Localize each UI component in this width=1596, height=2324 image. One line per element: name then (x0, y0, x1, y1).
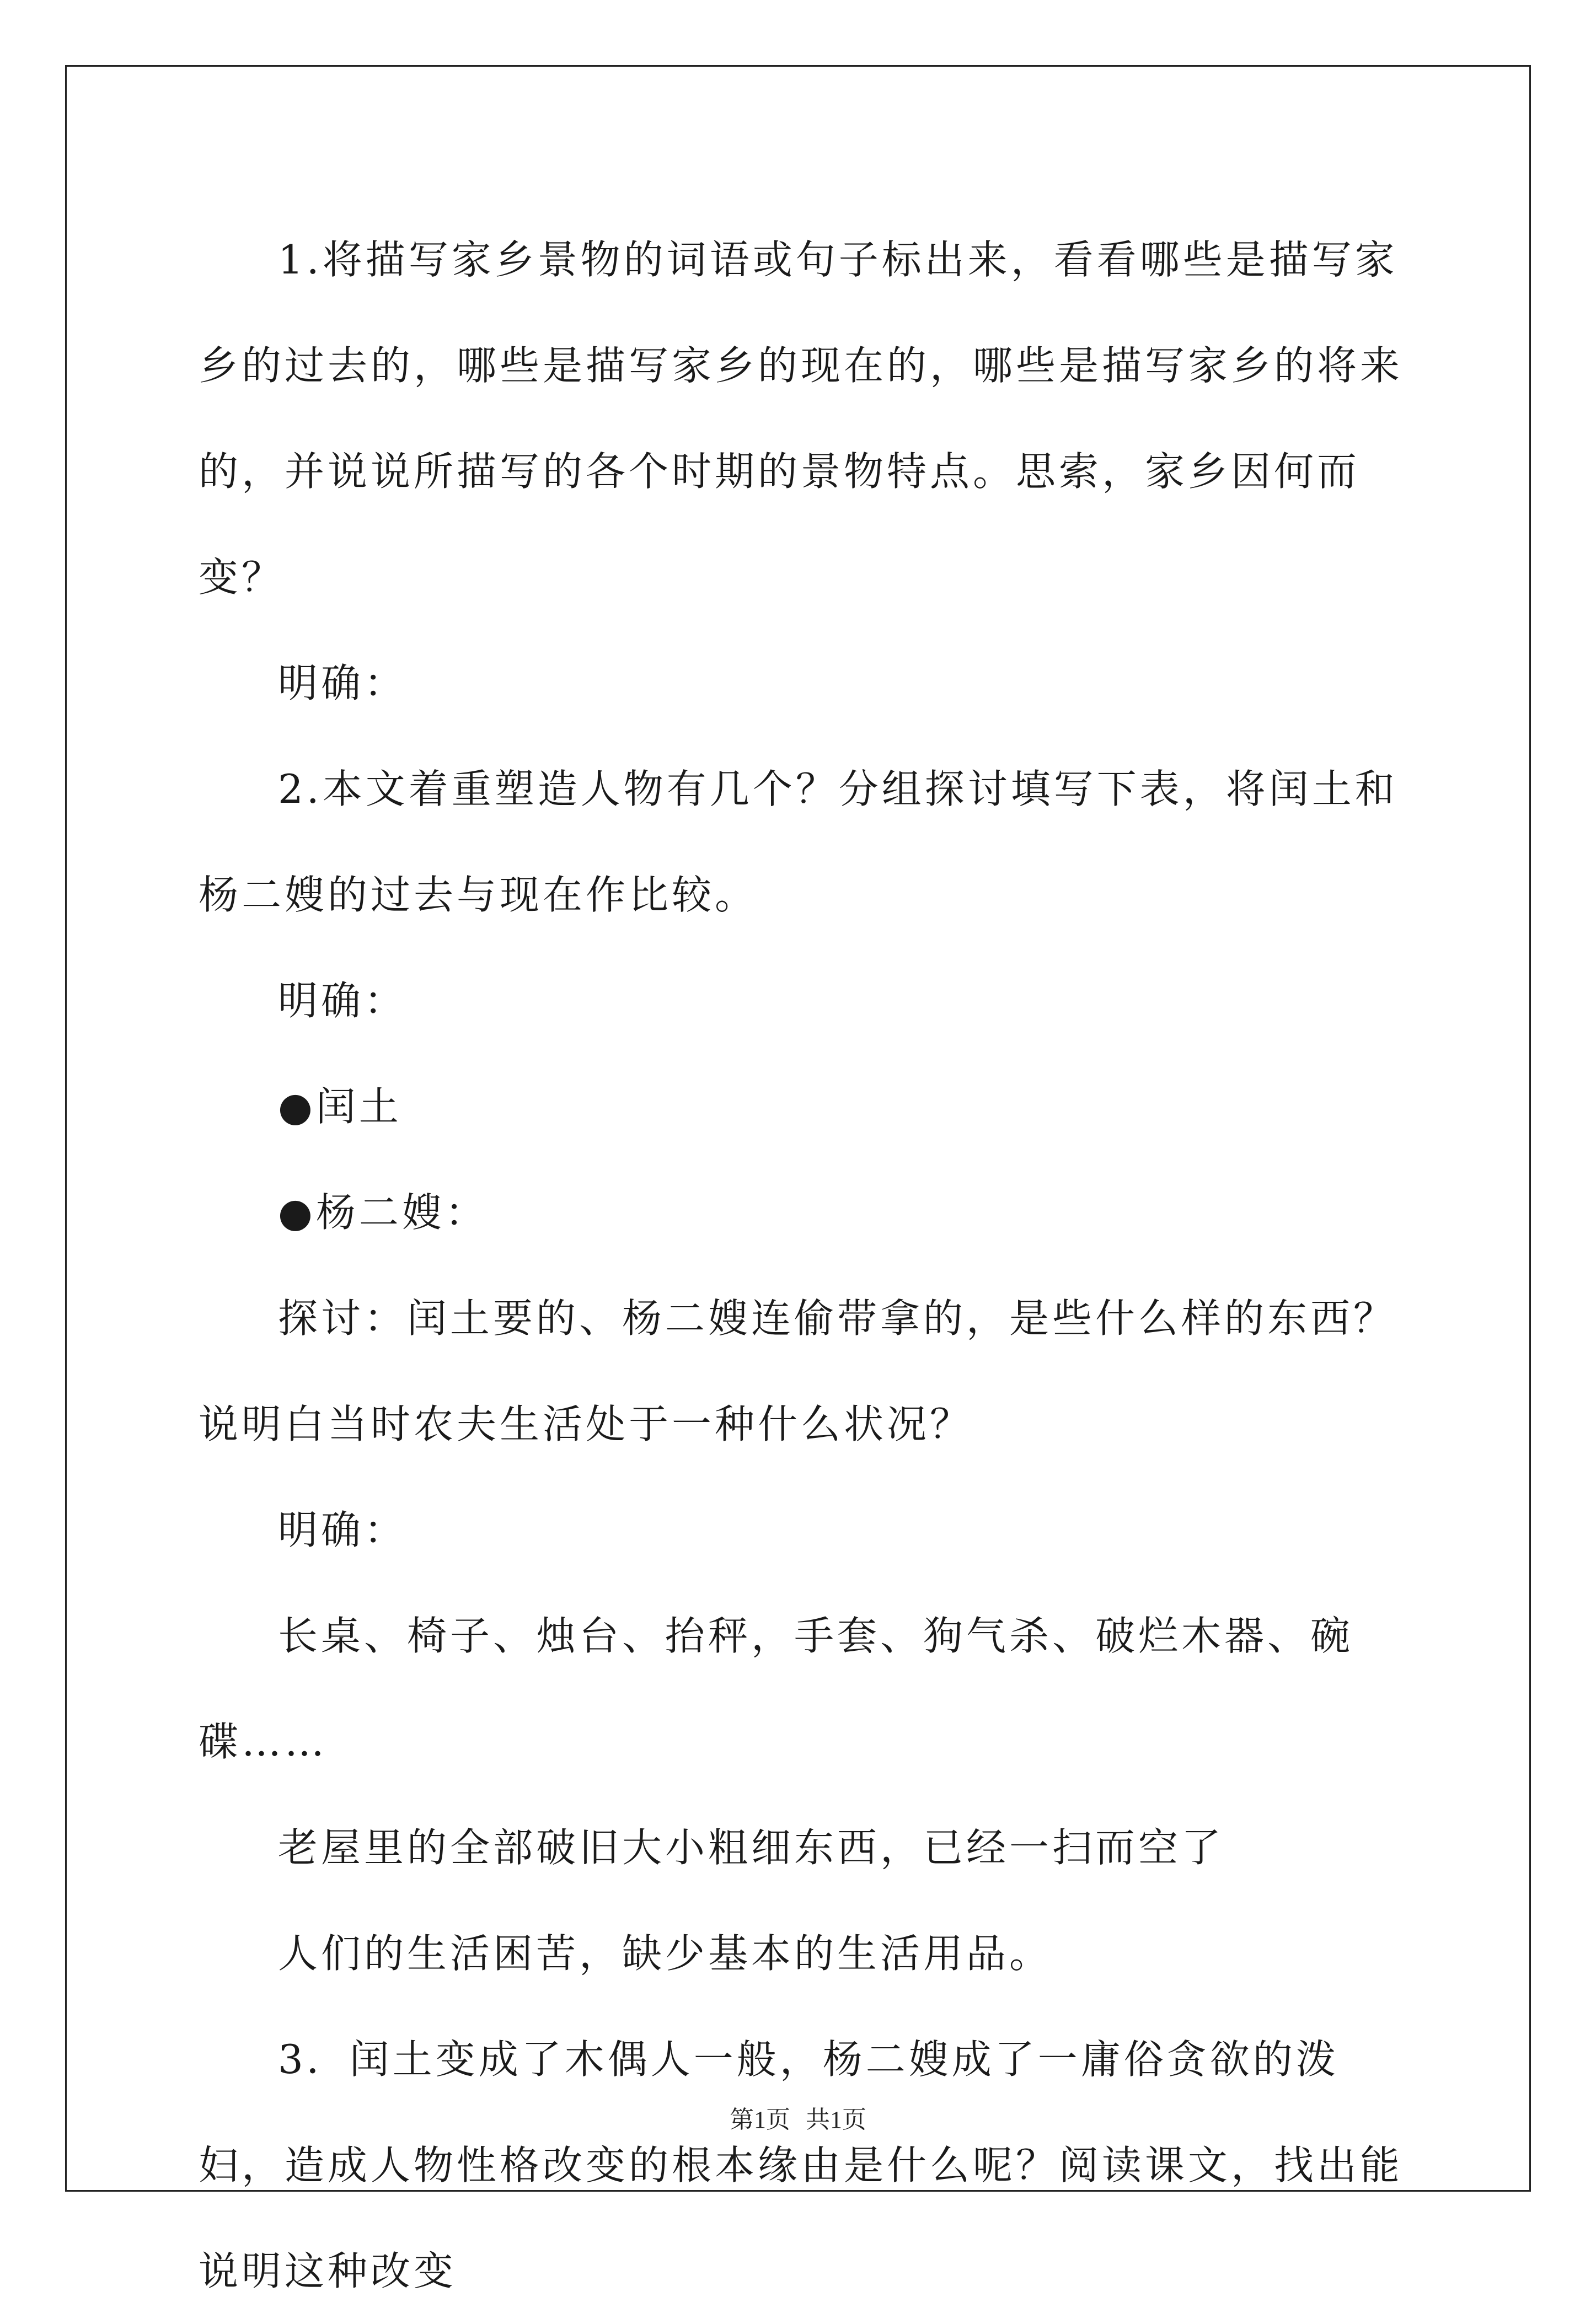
bullet-runtu: ●闰土 (278, 1083, 402, 1130)
page-number-current: 第1页 (730, 2106, 790, 2133)
paragraph-answer-2: 明确： (278, 978, 408, 1024)
paragraph-q3: 3．闰土变成了木偶人一般，杨二嫂成了一庸俗贪欲的泼妇，造成人物性格改变的根本缘由是什么呢？阅读课文，找出能说明这种改变 (199, 2036, 1404, 2294)
paragraph-answer-1: 明确： (278, 660, 408, 706)
document-body (199, 207, 1406, 2324)
paragraph-hardship: 人们的生活困苦，缺少基本的生活用品。 (278, 1930, 1053, 1977)
page-number-total: 共1页 (806, 2106, 866, 2133)
paragraph-q1: 1.将描写家乡景物的词语或句子标出来，看看哪些是描写家乡的过去的，哪些是描写家乡的现在的，哪些是描写家乡的将来的，并说说所描写的各个时期的景物特点。思索，家乡因何而变？ (199, 237, 1404, 600)
page-footer (0, 2100, 1596, 2135)
paragraph-discussion: 探讨：闰土要的、杨二嫂连偷带拿的，是些什么样的东西？说明白当时农夫生活处于一种什么状况？ (199, 1295, 1397, 1447)
paragraph-old-house: 老屋里的全部破旧大小粗细东西，已经一扫而空了 (278, 1824, 1225, 1871)
paragraph-answer-3: 明确： (278, 1507, 408, 1553)
bullet-yang-ersao: ●杨二嫂： (278, 1189, 488, 1236)
paragraph-items-list: 长桌、椅子、烛台、抬秤，手套、狗气杀、破烂木器、碗碟…… (199, 1613, 1354, 1765)
paragraph-q2: 2.本文着重塑造人物有几个？分组探讨填写下表，将闰土和杨二嫂的过去与现在作比较。 (199, 766, 1398, 918)
